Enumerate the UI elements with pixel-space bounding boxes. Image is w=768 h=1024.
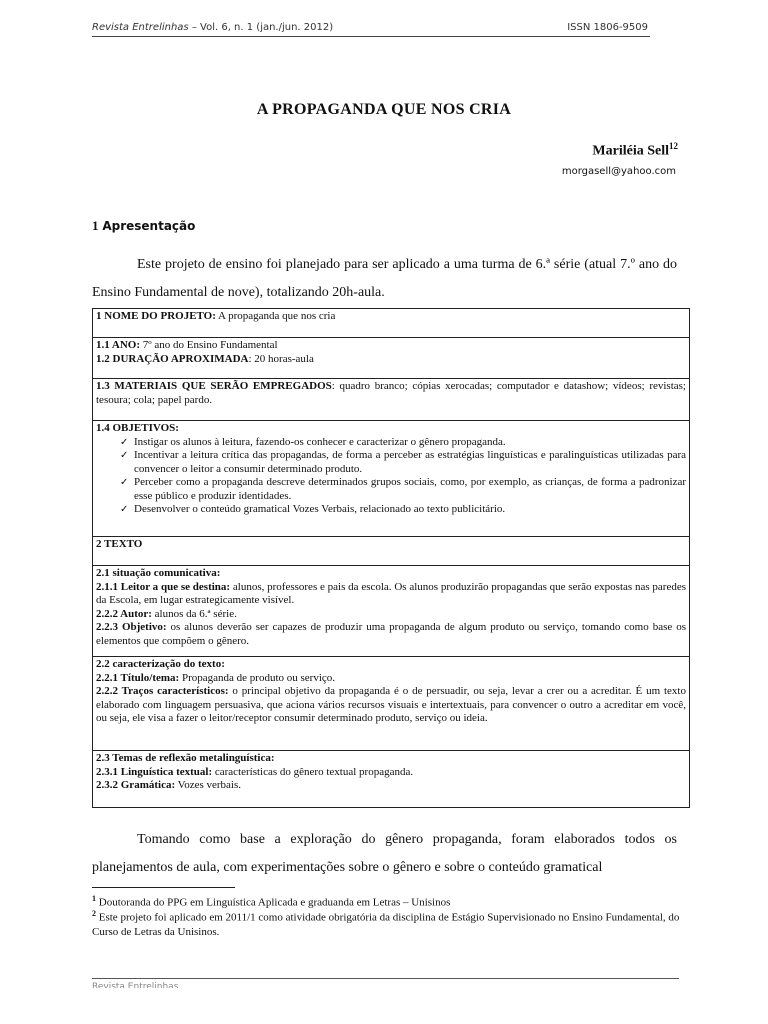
closing-paragraph: Tomando como base a exploração do gênero propaganda, foram elaborados todos os planejamentos de aula, com experimentações sobre o gênero e sobre o conteúdo gramatical [92,832,677,875]
text-label: 2 TEXTO [96,538,143,550]
author-email: morgasell@yahoo.com [561,166,676,177]
list-item [96,476,686,503]
traits-label: 2.2.2 Traços característicos: [96,685,229,697]
author-name: Mariléia Sell [592,143,669,159]
author-footnote-marks: 12 [669,141,678,151]
textual-linguistics-value: características do gênero textual propaganda. [212,765,414,778]
journal-name: Revista Entrelinhas [92,22,189,33]
author-label: 2.2.2 Autor: [96,607,152,620]
list-item [96,503,686,517]
goal-label: 2.2.3 Objetivo: [96,621,167,633]
textual-linguistics-label: 2.3.1 Linguística textual: [96,765,213,778]
footnote-text: Doutoranda do PPG em Linguística Aplicada e graduanda em Letras – Unisinos [96,896,451,909]
table-row-text [92,536,690,566]
intro-paragraph: Este projeto de ensino foi planejado para ser aplicado a uma turma de 6.ª série (atual 7.º ano do Ensino Fundamental de nove), totalizando 20h-aula. [92,257,677,300]
objective-text: Perceber como a propaganda descreve determinados grupos sociais, como, por exemplo, as crianças, de forma a padronizar esse público e produzir identidades. [134,476,686,502]
footnote-mark: 2 [92,909,96,918]
duration-label: 1.2 DURAÇÃO APROXIMADA [96,352,249,365]
footer-partial-text: Revista Entrelinhas [92,982,179,988]
section-heading [92,218,195,234]
situation-heading: 2.1 situação comunicativa: [96,567,221,579]
journal-volume: – Vol. 6, n. 1 (jan./jun. 2012) [188,22,334,33]
project-name-label: 1 NOME DO PROJETO: [96,310,216,322]
footnote-2 [92,907,682,939]
author-value: alunos da 6.ª série. [151,607,237,620]
title-theme-value: Propaganda de produto ou serviço. [179,671,336,684]
checkmark-icon: ✓ [120,477,129,488]
objective-text: Desenvolver o conteúdo gramatical Vozes Verbais, relacionado ao texto publicitário. [134,503,506,515]
footnote-separator [92,887,235,888]
table-row-objectives [92,420,690,537]
goal-value: os alunos deverão ser capazes de produzir uma propaganda de algum produto ou serviço, tomando como base os elementos que compõem o gênero. [96,621,686,647]
project-name-value: A propaganda que nos cria [215,310,336,322]
table-row-characterization [92,656,690,751]
table-row-materials [92,378,690,421]
checkmark-icon: ✓ [120,450,129,461]
reader-value: alunos, professores e pais da escola. Os alunos produzirão propagandas que serão expostas nas paredes da Escola, em lugar estrategicamente visível. [96,580,686,606]
table-row-year-duration [92,337,690,379]
themes-heading: 2.3 Temas de reflexão metalinguística: [96,752,275,764]
table-row-situation [92,565,690,657]
grammar-label: 2.3.2 Gramática: [96,779,176,791]
materials-value: : quadro branco; cópias xerocadas; computador e datashow; vídeos; revistas; tesoura; cola; papel pardo. [96,380,686,406]
footnote-text: Este projeto foi aplicado em 2011/1 como atividade obrigatória da disciplina de Estágio Supervisionado no Ensino Fundamental, do Curso de Letras da Unisinos. [92,911,680,938]
duration-value: : 20 horas-aula [248,352,314,365]
table-row-project-name [92,308,690,338]
running-header [92,22,650,37]
list-item [96,449,686,476]
section-number: 1 [92,218,99,233]
characterization-heading: 2.2 caracterização do texto: [96,658,225,670]
author-block [592,141,678,160]
table-row-themes [92,750,690,808]
section-title: Apresentação [102,219,196,233]
list-item [96,436,686,450]
footer-rule [92,978,679,979]
journal-citation [92,22,333,33]
objectives-list [96,436,686,517]
traits-value: o principal objetivo da propaganda é o de persuadir, ou seja, levar a crer ou a acreditar. É um texto elaborado com linguagem persuasiva, que aciona vários recursos visuais e intertextuais, para convencer o outro a acreditar em você, ou seja, ele visa a fazer o leitor/receptor consumir determinado produto, serviço ou ideia. [96,685,686,724]
issn: ISSN 1806-9509 [567,22,648,33]
objective-text: Instigar os alunos à leitura, fazendo-os conhecer e caracterizar o gênero propaganda. [134,435,506,448]
checkmark-icon: ✓ [120,436,129,448]
year-label: 1.1 ANO: [96,339,140,351]
footnote-mark: 1 [92,894,96,903]
objective-text: Incentivar a leitura crítica das propagandas, de forma a perceber as estratégias linguísticas e paralinguísticas utilizadas para convencer o leitor a consumir determinado produto. [134,449,686,475]
title-theme-label: 2.2.1 Título/tema: [96,671,180,684]
objectives-label: 1.4 OBJETIVOS: [96,422,179,434]
grammar-value: Vozes verbais. [175,779,242,791]
checkmark-icon: ✓ [120,504,129,515]
article-title: A PROPAGANDA QUE NOS CRIA [256,101,512,118]
year-value: 7º ano do Ensino Fundamental [140,339,278,351]
reader-label: 2.1.1 Leitor a que se destina: [96,580,231,593]
materials-label: 1.3 MATERIAIS QUE SERÃO EMPREGADOS [96,380,332,392]
